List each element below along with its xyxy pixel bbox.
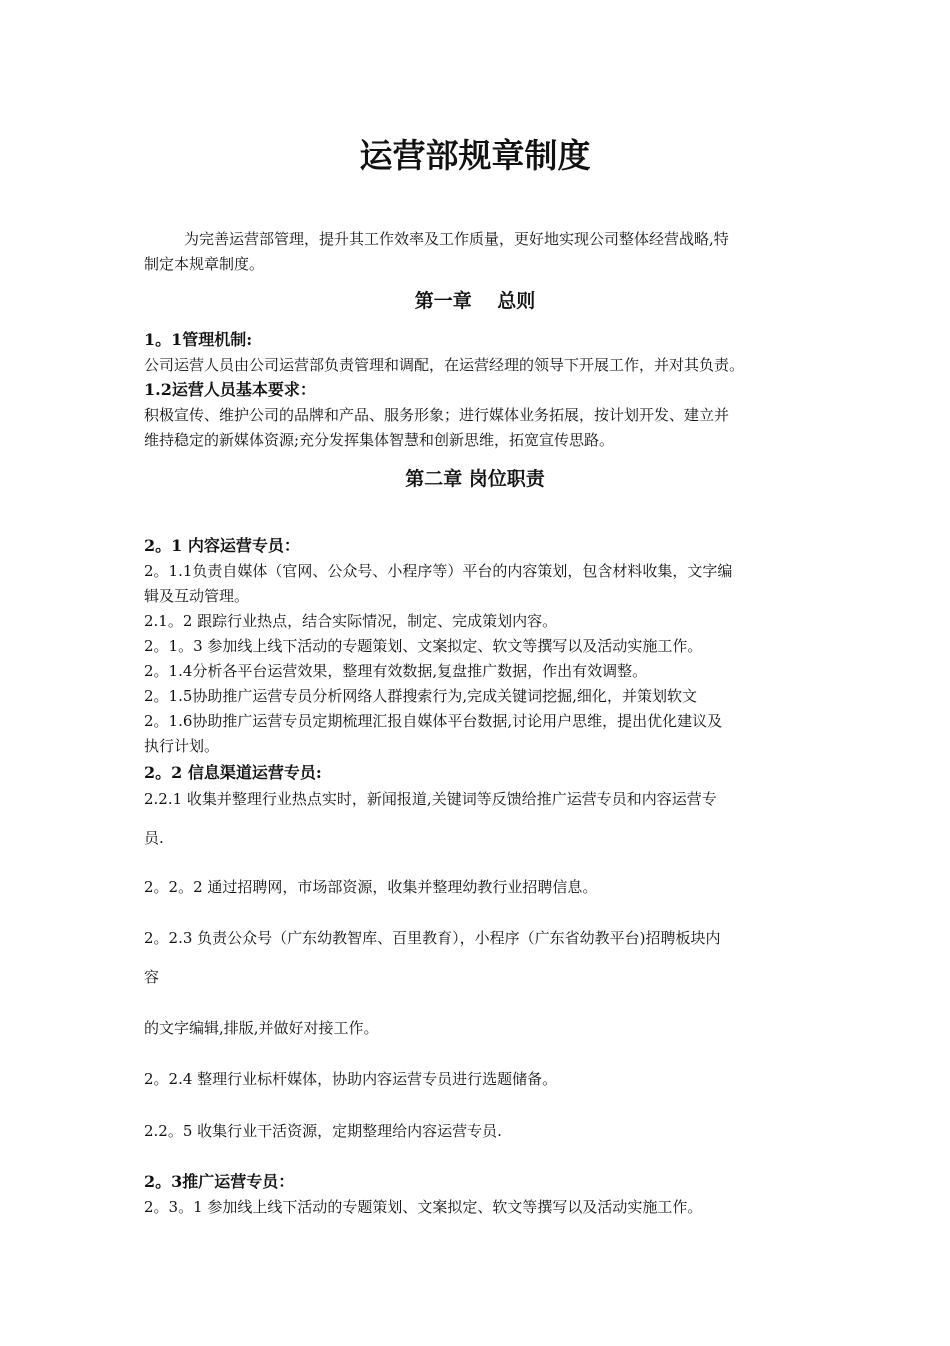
- section-2-1-line: 2。1.1负责自媒体（官网、公众号、小程序等）平台的内容策划，包含材料收集，文字编: [144, 562, 733, 580]
- section-2-2-line: 的文字编辑,排版,并做好对接工作。: [144, 1019, 379, 1037]
- section-2-1-line: 2。1.4分析各平台运营效果，整理有效数据,复盘推广数据，作出有效调整。: [144, 662, 648, 680]
- section-1-1-heading: 1。1管理机制:: [144, 330, 253, 349]
- section-1-2-body-line-2: 维持稳定的新媒体资源;充分发挥集体智慧和创新思维，拓宽宣传思路。: [144, 431, 615, 449]
- section-2-2-line: 2。2.3 负责公众号（广东幼教智库、百里教育），小程序（广东省幼教平台)招聘板块内: [144, 929, 721, 947]
- section-2-1-line: 辑及互动管理。: [144, 587, 250, 605]
- section-2-2-line: 容: [144, 968, 160, 986]
- intro-line-2: 制定本规章制度。: [144, 255, 265, 273]
- section-1-1-body: 公司运营人员由公司运营部负责管理和调配，在运营经理的领导下开展工作，并对其负责。: [144, 356, 745, 374]
- section-2-2-line: 2.2。5 收集行业干活资源，定期整理给内容运营专员.: [144, 1122, 502, 1140]
- section-2-2-line: 2.2.1 收集并整理行业热点实时，新闻报道,关键词等反馈给推广运营专员和内容运营专: [144, 790, 717, 808]
- section-2-1-heading: 2。1 内容运营专员：: [144, 536, 300, 555]
- chapter1-heading: 第一章 总则: [414, 290, 536, 312]
- section-2-1-line: 2。1.6协助推广运营专员定期梳理汇报自媒体平台数据,讨论用户思维，提出优化建议及: [144, 712, 723, 730]
- chapter2-heading: 第二章 岗位职责: [405, 468, 545, 490]
- section-1-2-body-line-1: 积极宣传、维护公司的品牌和产品、服务形象；进行媒体业务拓展，按计划开发、建立并: [144, 406, 730, 424]
- section-2-2-heading: 2。2 信息渠道运营专员:: [144, 763, 322, 782]
- section-2-3-line: 2。3。1 参加线上线下活动的专题策划、文案拟定、软文等撰写以及活动实施工作。: [144, 1198, 703, 1216]
- section-2-3-heading: 2。3推广运营专员：: [144, 1172, 295, 1191]
- section-2-1-line: 2。1.5协助推广运营专员分析网络人群搜索行为,完成关键词挖掘,细化，并策划软文: [144, 687, 697, 705]
- section-1-2-heading: 1.2运营人员基本要求：: [144, 380, 316, 399]
- section-2-1-line: 2。1。3 参加线上线下活动的专题策划、文案拟定、软文等撰写以及活动实施工作。: [144, 637, 703, 655]
- section-2-2-line: 2。2。2 通过招聘网，市场部资源，收集并整理幼教行业招聘信息。: [144, 878, 598, 896]
- section-2-2-line: 员.: [144, 829, 164, 847]
- document-title: 运营部规章制度: [359, 136, 591, 175]
- section-2-2-line: 2。2.4 整理行业标杆媒体，协助内容运营专员进行选题储备。: [144, 1070, 558, 1088]
- section-2-1-line: 2.1。2 跟踪行业热点，结合实际情况，制定、完成策划内容。: [144, 612, 558, 630]
- section-2-1-line: 执行计划。: [144, 737, 220, 755]
- intro-line-1: 为完善运营部管理，提升其工作效率及工作质量，更好地实现公司整体经营战略,特: [184, 230, 729, 248]
